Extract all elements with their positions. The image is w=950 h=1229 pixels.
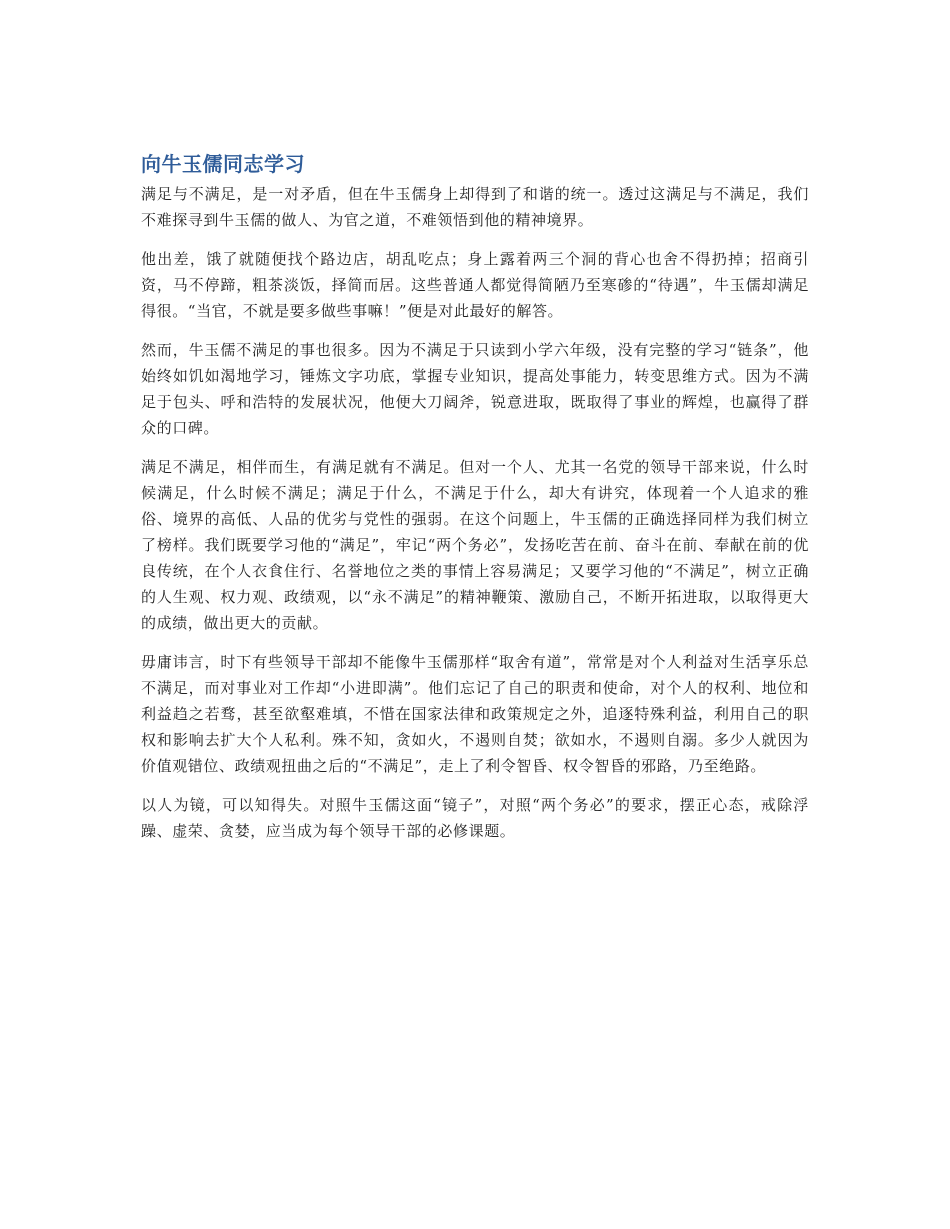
paragraph-6: 以人为镜，可以知得失。对照牛玉儒这面“镜子”，对照“两个务必”的要求，摆正心态，戒除浮躁、虚荣、贪婪，应当成为每个领导干部的必修课题。 bbox=[141, 796, 809, 840]
paragraph-4: 满足不满足，相伴而生，有满足就有不满足。但对一个人、尤其一名党的领导干部来说，什么时候满足，什么时候不满足；满足于什么，不满足于什么，却大有讲究，体现着一个人追求的雅俗、境界的高低、人品的优劣与党性的强弱。在这个问题上，牛玉儒的正确选择同样为我们树立了榜样。我们既要学习他的“满足”，牢记“两个务必”，发扬吃苦在前、奋斗在前、奉献在前的优良传统，在个人衣食住行、名誉地位之类的事情上容易满足；又要学习他的“不满足”，树立正确的人生观、权力观、政绩观，以“永不满足”的精神鞭策、激励自己，不断开拓进取，以取得更大的成绩，做出更大的贡献。 bbox=[141, 458, 809, 632]
document-page bbox=[141, 150, 809, 857]
paragraph-1: 满足与不满足，是一对矛盾，但在牛玉儒身上却得到了和谐的统一。透过这满足与不满足，我们不难探寻到牛玉儒的做人、为官之道，不难领悟到他的精神境界。 bbox=[141, 185, 809, 229]
paragraph-3: 然而，牛玉儒不满足的事也很多。因为不满足于只读到小学六年级，没有完整的学习“链条”，他始终如饥如渴地学习，锤炼文字功底，掌握专业知识，提高处事能力，转变思维方式。因为不满足于包头、呼和浩特的发展状况，他便大刀阔斧，锐意进取，既取得了事业的辉煌，也赢得了群众的口碑。 bbox=[141, 341, 809, 437]
paragraph-5: 毋庸讳言，时下有些领导干部却不能像牛玉儒那样“取舍有道”，常常是对个人利益对生活享乐总不满足，而对事业对工作却“小进即满”。他们忘记了自己的职责和使命，对个人的权利、地位和利益趋之若骛，甚至欲壑难填，不惜在国家法律和政策规定之外，追逐特殊利益，利用自己的职权和影响去扩大个人私利。殊不知，贪如火，不遏则自焚；欲如水，不遏则自溺。多少人就因为价值观错位、政绩观扭曲之后的“不满足”，走上了利令智昏、权令智昏的邪路，乃至绝路。 bbox=[141, 653, 809, 775]
paragraph-2: 他出差，饿了就随便找个路边店，胡乱吃点；身上露着两三个洞的背心也舍不得扔掉；招商引资，马不停蹄，粗茶淡饭，择简而居。这些普通人都觉得简陋乃至寒碜的“待遇”，牛玉儒却满足得很。“当官，不就是要多做些事嘛！”便是对此最好的解答。 bbox=[141, 250, 809, 320]
page-title: 向牛玉儒同志学习 bbox=[141, 152, 305, 176]
